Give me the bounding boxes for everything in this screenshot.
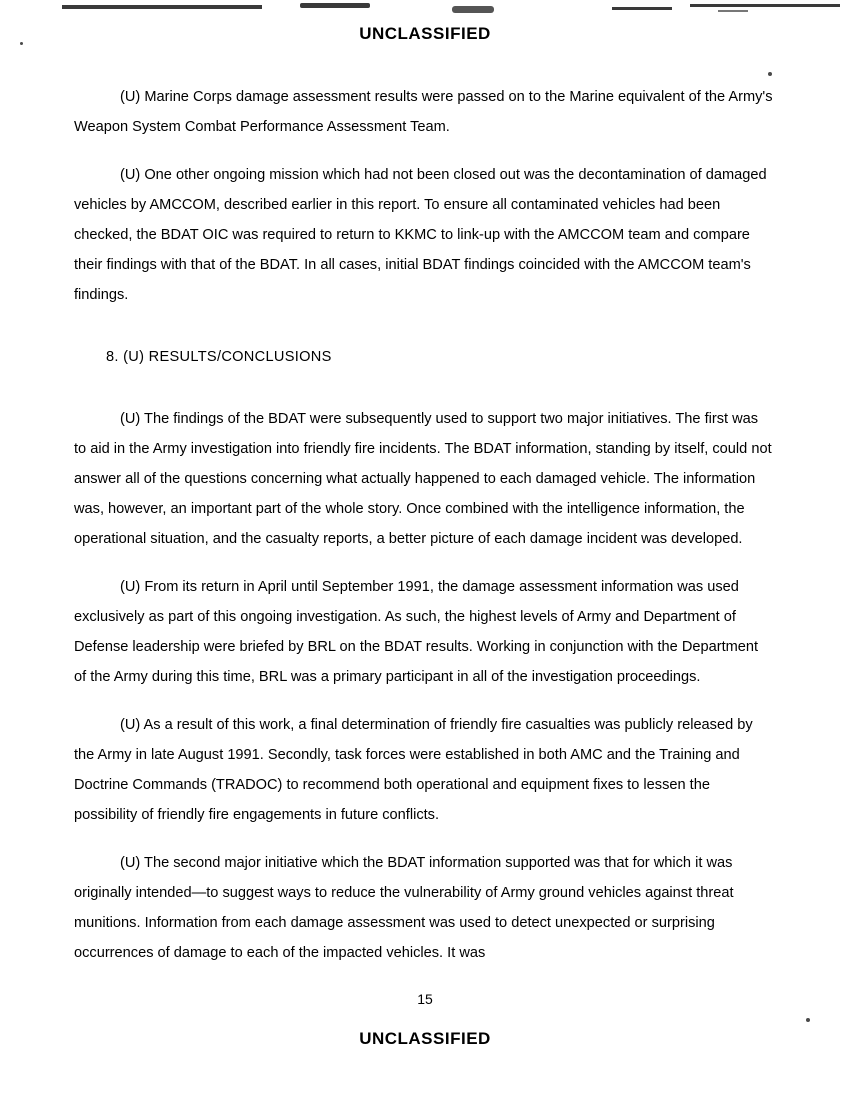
section-heading: 8. (U) RESULTS/CONCLUSIONS — [106, 349, 332, 365]
section-spacer — [74, 390, 774, 404]
scan-artifact-strip — [0, 0, 850, 14]
scan-speck — [806, 1018, 810, 1022]
scan-artifact-mark — [62, 5, 262, 9]
scan-artifact-mark — [718, 10, 748, 12]
scan-artifact-mark — [452, 6, 494, 13]
paragraph: (U) The second major initiative which the BDAT information supported was that for which it was originally intended—to suggest ways to reduce the vulnerability of Army ground vehicles against threat munitions. Information from each damage assessment was used to detect unexpected or surprising occurrences of damage to each of the impacted vehicles. It was — [74, 855, 734, 961]
paragraph: (U) As a result of this work, a final determination of friendly fire casualties was publicly released by the Army in late August 1991. Secondly, task forces were established in both AMC and the Training and Doctrine Commands (TRADOC) to recommend both operational and equipment fixes to lessen the possibility of friendly fire engagements in future conflicts. — [74, 717, 753, 823]
page-number: 15 — [417, 991, 433, 1007]
paragraph: (U) From its return in April until September 1991, the damage assessment information was used exclusively as part of this ongoing investigation. As such, the highest levels of Army and Department of Defense leadership were briefed by BRL on the BDAT results. Working in conjunction with the Department of the Army during this time, BRL was a primary participant in all of the investigation proceedings. — [74, 579, 759, 685]
footer-classification-banner: UNCLASSIFIED — [359, 1029, 491, 1048]
paragraph: (U) The findings of the BDAT were subsequently used to support two major initiatives. The first was to aid in the Army investigation into friendly fire incidents. The BDAT information, standing by itself, could not answer all of the questions concerning what actually happened to each damaged vehicle. The information was, however, an important part of the whole story. Once combined with the intelligence information, the operational situation, and the casualty reports, a better picture of each damage incident was developed. — [74, 411, 772, 547]
scan-speck — [768, 72, 772, 76]
scan-artifact-mark — [300, 3, 370, 8]
paragraph: (U) One other ongoing mission which had not been closed out was the decontamination of damaged vehicles by AMCCOM, described earlier in this report. To ensure all contaminated vehicles had been checked, the BDAT OIC was required to return to KKMC to link-up with the AMCCOM team and compare their findings with that of the BDAT. In all cases, initial BDAT findings coincided with the AMCCOM team's findings. — [74, 167, 767, 303]
document-body — [74, 82, 774, 986]
scan-artifact-mark — [612, 7, 672, 10]
scan-artifact-mark — [690, 4, 840, 7]
header-classification-banner: UNCLASSIFIED — [359, 24, 491, 43]
paragraph: (U) Marine Corps damage assessment results were passed on to the Marine equivalent of the Army's Weapon System Combat Performance Assessment Team. — [74, 89, 773, 135]
section-spacer — [74, 328, 774, 342]
